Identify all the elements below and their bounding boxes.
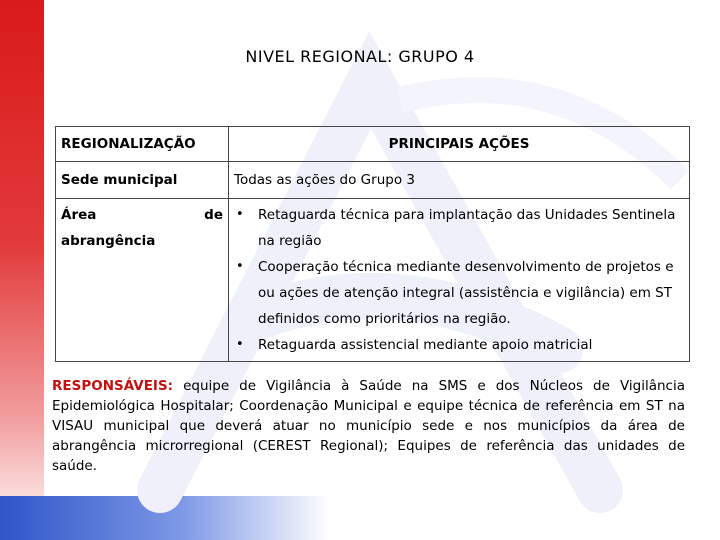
actions-list	[234, 202, 684, 358]
bottom-blue-bar	[0, 496, 330, 540]
page-title: NIVEL REGIONAL: GRUPO 4	[245, 47, 475, 66]
sede-municipal-value: Todas as ações do Grupo 3	[229, 162, 690, 199]
list-item	[234, 254, 684, 332]
area-label-line2: abrangência	[61, 233, 156, 249]
area-label-word: Área	[61, 207, 97, 223]
action-text: Retaguarda técnica para implantação das Unidades Sentinela na região	[258, 207, 676, 249]
responsaveis-paragraph	[52, 376, 685, 476]
area-label-de: de	[204, 207, 223, 223]
action-text: Cooperação técnica mediante desenvolvimento de projetos e ou ações de atenção integral (assistência e vigilância) em ST definidos como prioritários na região.	[258, 259, 674, 327]
list-item	[234, 332, 684, 358]
list-item	[234, 202, 684, 254]
sede-municipal-label: Sede municipal	[56, 162, 229, 199]
left-red-bar	[0, 0, 44, 540]
table-header-row	[56, 127, 690, 162]
responsaveis-label: RESPONSÁVEIS:	[52, 378, 174, 394]
area-actions-cell	[229, 199, 690, 362]
table-row	[56, 162, 690, 199]
area-abrangencia-label	[56, 199, 229, 362]
table-row	[56, 199, 690, 362]
header-principais-acoes: PRINCIPAIS AÇÕES	[229, 127, 690, 162]
regionalization-table	[55, 126, 690, 362]
responsaveis-text: equipe de Vigilância à Saúde na SMS e dos Núcleos de Vigilância Epidemiológica Hospitalar; Coordenação Municipal e equipe técnica de referência em ST na VISAU municipal que deverá atuar no município sede e nos municípios da área de abrangência microrregional (CEREST Regional); Equipes de referência das unidades de saúde.	[52, 378, 685, 474]
header-regionalizacao: REGIONALIZAÇÃO	[56, 127, 229, 162]
area-label-line1	[61, 202, 223, 228]
action-text: Retaguarda assistencial mediante apoio matricial	[258, 337, 593, 353]
